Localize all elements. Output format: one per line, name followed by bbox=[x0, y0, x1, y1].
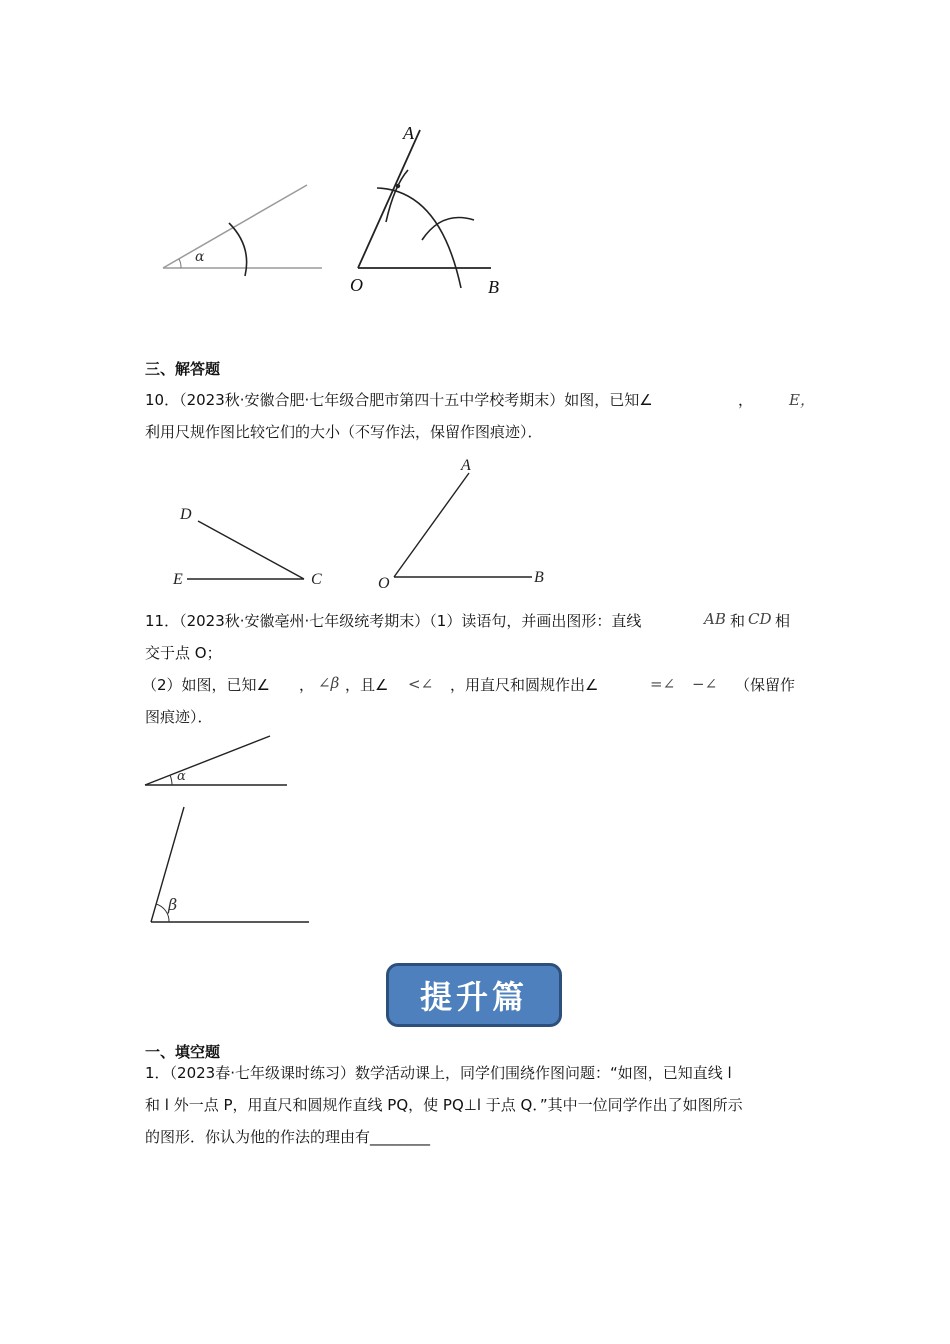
point-label-E: E bbox=[173, 571, 183, 588]
q10-line-1: 10．（2023秋·安徽合肥·七年级合肥市第四十五中学校考期末）如图，已知∠ bbox=[145, 391, 653, 409]
intersection-point bbox=[396, 184, 400, 188]
alpha-small-arc bbox=[179, 259, 181, 268]
section-heading-1: 一、填空题 bbox=[145, 1043, 221, 1061]
beta-label-q11: β bbox=[168, 895, 178, 914]
point-label-C: C bbox=[311, 571, 322, 588]
point-label-B-q10: B bbox=[534, 569, 544, 586]
ray-CD bbox=[198, 521, 304, 579]
q11-line-3-d: ，用直尺和圆规作出∠ bbox=[450, 676, 599, 694]
q11-line-3-c: ，且∠ bbox=[345, 676, 389, 694]
q11-line-4: 图痕迹）． bbox=[145, 708, 213, 726]
level-banner-text: 提升篇 bbox=[419, 978, 528, 1016]
alpha-arc-q11 bbox=[170, 775, 172, 785]
figure-q10 bbox=[0, 440, 950, 600]
q11-line-1: 11．（2023秋·安徽亳州·七年级统考期末）（1）读语句，并画出图形：直线 bbox=[145, 612, 642, 630]
q11-line-1-AB: AB bbox=[704, 610, 726, 628]
section-heading-3: 三、解答题 bbox=[145, 360, 221, 378]
alpha-label-top: α bbox=[195, 249, 205, 265]
point-label-O-top: O bbox=[350, 275, 363, 295]
q11-line-1-end: 相 bbox=[775, 612, 791, 630]
q10-line-2: 利用尺规作图比较它们的大小（不写作法，保留作图痕迹）． bbox=[145, 423, 543, 441]
q11-line-3-b: ， bbox=[299, 676, 315, 694]
q11-line-3-eq: =∠ bbox=[650, 675, 676, 693]
point-label-A-top: A bbox=[403, 123, 414, 143]
q1-line-3: 的图形．你认为他的作法的理由有________ bbox=[145, 1128, 431, 1146]
q11-line-3-lt: <∠ bbox=[408, 675, 434, 693]
construction-arc-right bbox=[422, 218, 474, 241]
q1-line-1: 1．（2023春·七年级课时练习）数学活动课上，同学们围绕作图问题：“如图，已知直线 l bbox=[145, 1064, 732, 1082]
q10-line-1-tail: E， bbox=[789, 391, 815, 409]
alpha-ray-upper-q11 bbox=[145, 736, 270, 785]
point-label-B-top: B bbox=[488, 277, 499, 297]
q11-line-3-beta: ∠β bbox=[318, 674, 340, 692]
point-label-A-q10: A bbox=[461, 457, 471, 474]
q11-line-2: 交于点 O； bbox=[145, 644, 222, 662]
q1-line-2: 和 l 外一点 P，用直尺和圆规作直线 PQ，使 PQ⊥l 于点 Q．”其中一位同学作出了如图所示 bbox=[145, 1096, 743, 1114]
alpha-label-q11: α bbox=[177, 769, 186, 784]
ray-OA bbox=[358, 130, 420, 268]
q11-line-1-CD: CD bbox=[748, 610, 772, 628]
q11-line-3-minus: −∠ bbox=[692, 675, 718, 693]
level-banner bbox=[386, 963, 562, 1027]
q11-line-1-and: 和 bbox=[730, 612, 746, 630]
figure-q11 bbox=[0, 730, 950, 930]
q11-line-3-e: （保留作 bbox=[735, 676, 796, 694]
point-label-D: D bbox=[180, 506, 192, 523]
point-label-O-q10: O bbox=[378, 575, 390, 592]
q11-line-3-a: （2）如图，已知∠ bbox=[142, 676, 270, 694]
figure-angle-copy bbox=[0, 0, 950, 340]
q10-line-1-comma: ， bbox=[738, 391, 754, 409]
construction-arc-large bbox=[377, 188, 461, 288]
ray-OA-q10 bbox=[394, 473, 469, 577]
construction-arc-upper bbox=[386, 170, 408, 222]
alpha-ray-upper bbox=[163, 185, 307, 268]
